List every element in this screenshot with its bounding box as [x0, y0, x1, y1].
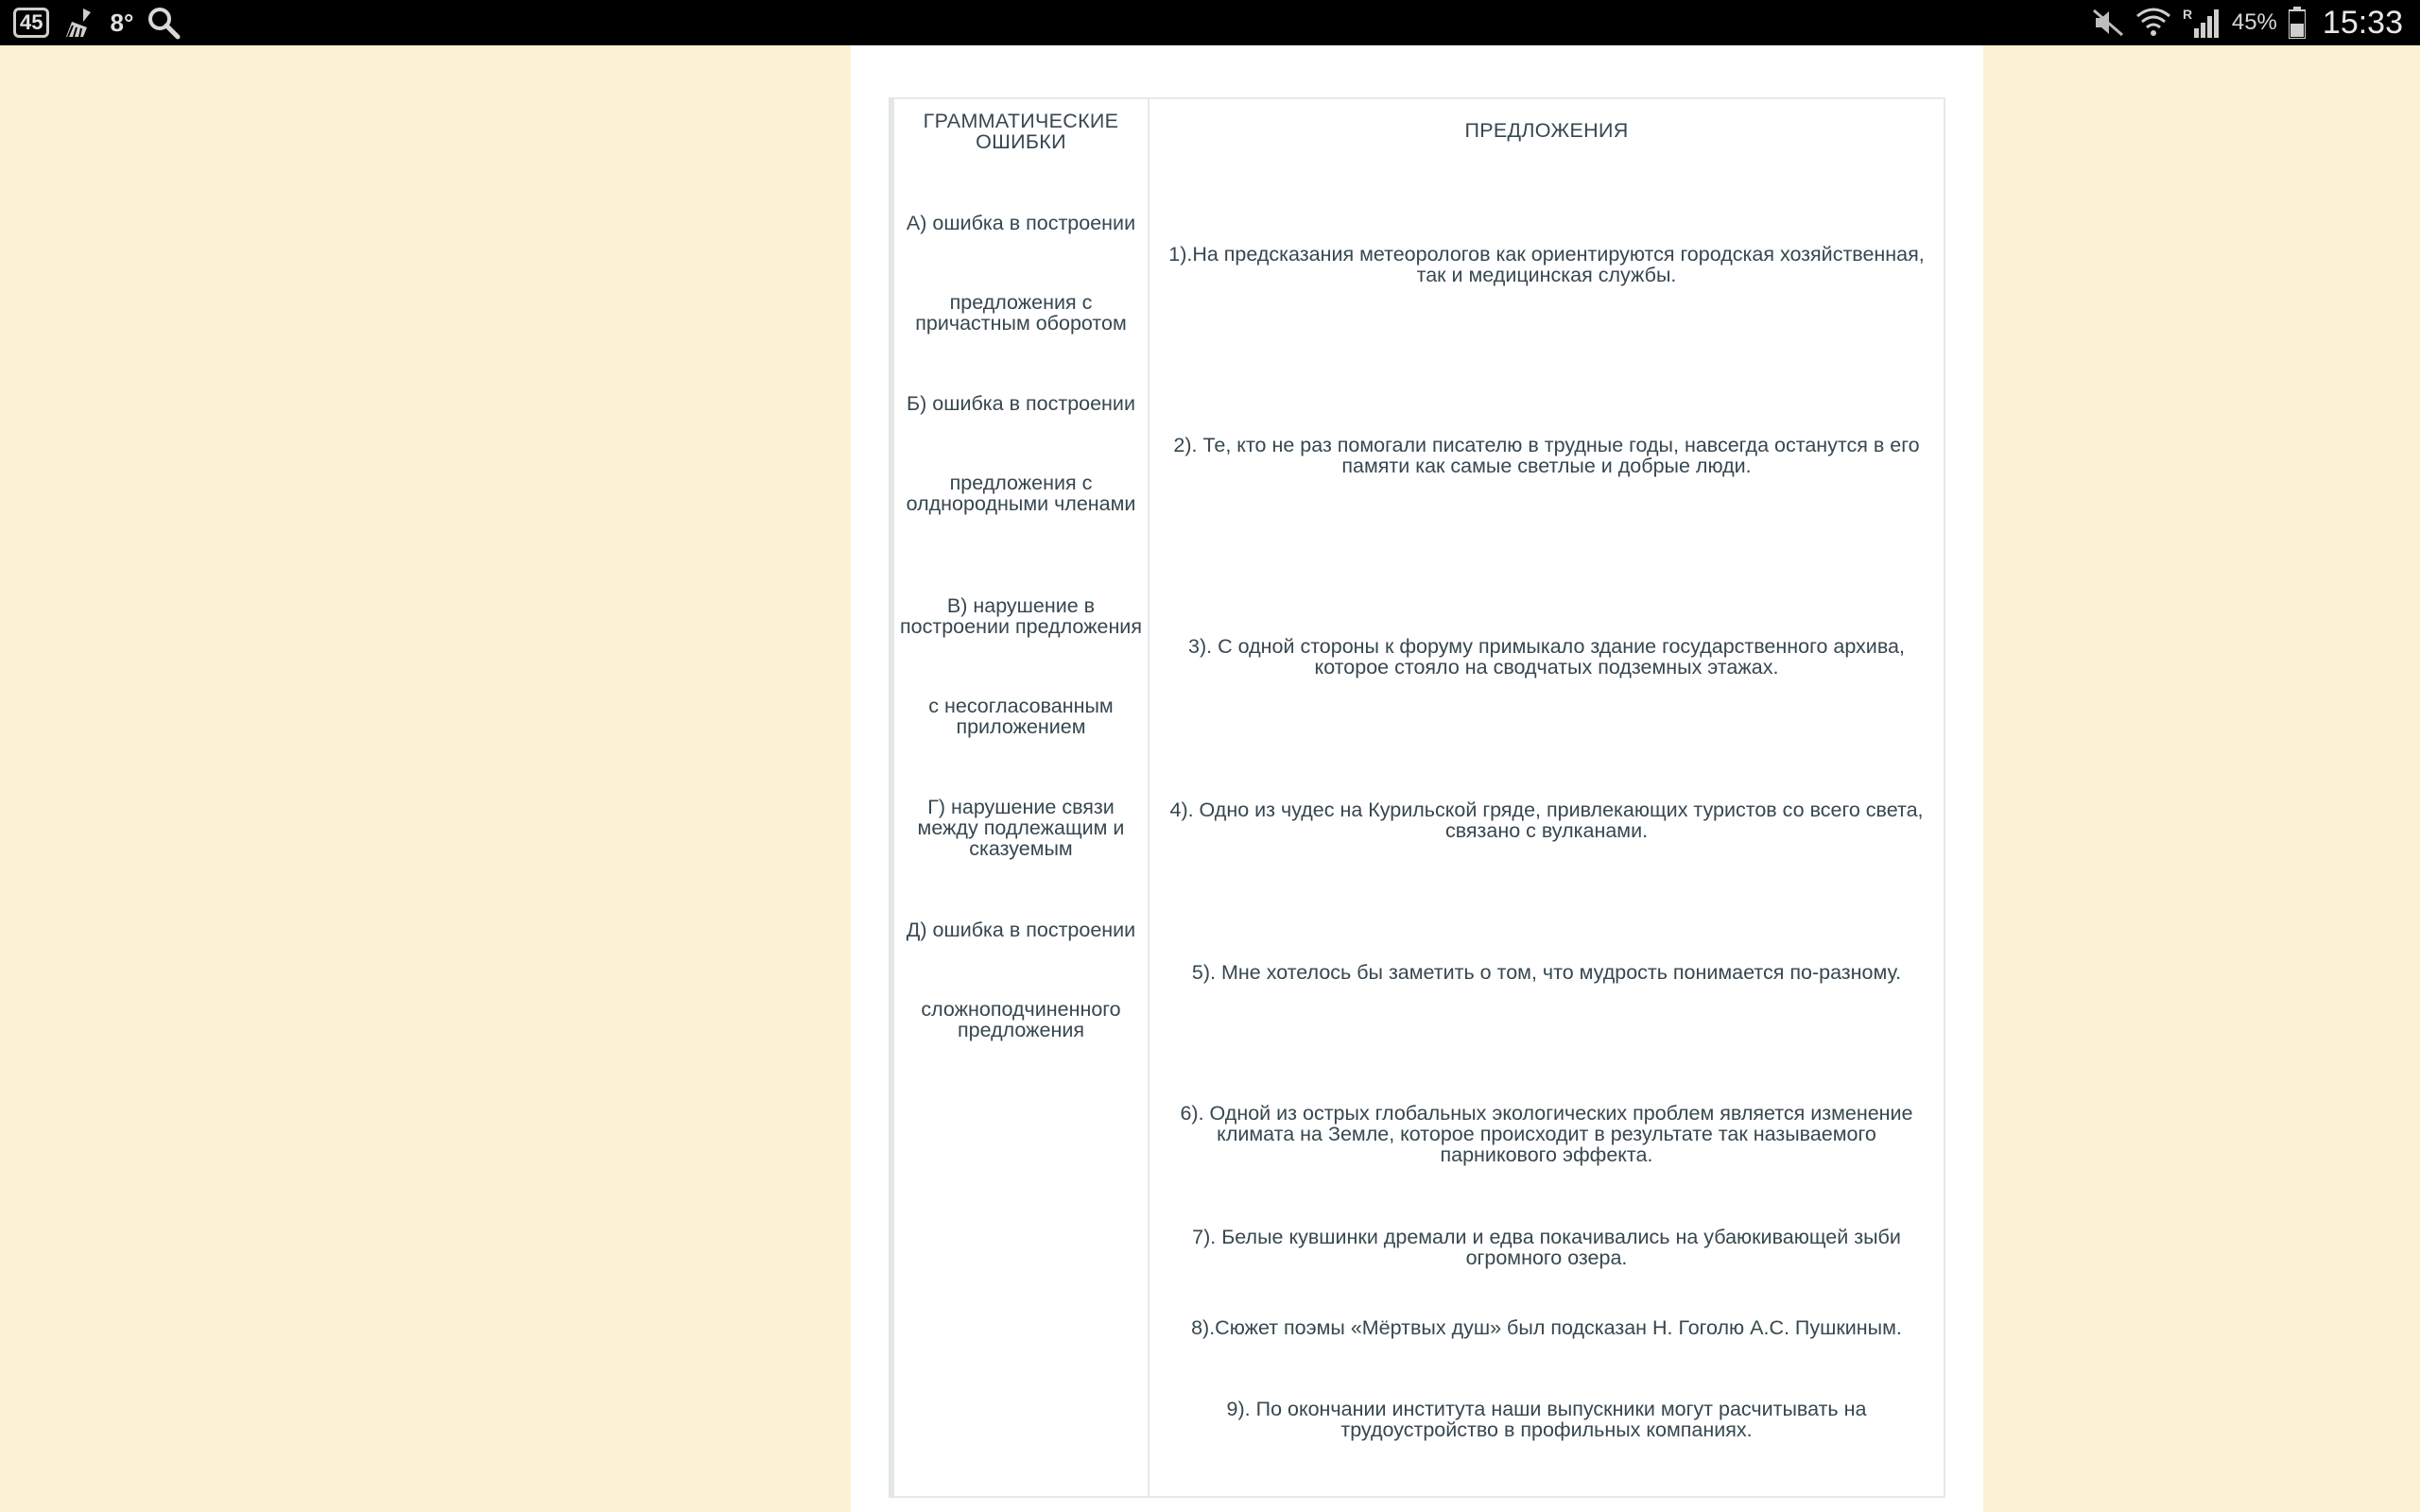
sentences-column: [1150, 99, 1944, 1496]
sentences-column-header: ПРЕДЛОЖЕНИЯ: [1464, 119, 1629, 142]
sentence-4: 4). Одно из чудес на Курильской гряде, привлекающих туристов со всего света, связано с вулканами.: [1169, 799, 1924, 842]
mute-icon: [2092, 9, 2124, 37]
errors-column: [894, 99, 1150, 1496]
notification-count-badge[interactable]: 45: [13, 8, 49, 38]
sentence-3: 3). С одной стороны к форуму примыкало здание государственного архива, которое стояло на сводчатых подземных этажах.: [1188, 635, 1905, 679]
sentence-5: 5). Мне хотелось бы заметить о том, что мудрость понимается по-разному.: [1191, 961, 1902, 984]
broom-icon[interactable]: [62, 7, 96, 39]
temperature[interactable]: 8°: [110, 8, 134, 37]
error-v-continuation: с несогласованным приложением: [928, 695, 1114, 738]
error-v-label: В) нарушение в построении предложения: [900, 594, 1142, 638]
sentence-6: 6). Одной из острых глобальных экологических проблем является изменение климата на Земле, которое происходит в результате так называемого парникового эффекта.: [1180, 1102, 1913, 1166]
error-a-continuation: предложения с причастным оборотом: [915, 291, 1127, 335]
sentence-2: 2). Те, кто не раз помогали писателю в трудные годы, навсегда останутся в его памяти как самые светлые и добрые люди.: [1173, 434, 1920, 477]
clock: 15:33: [2322, 4, 2403, 41]
errors-column-header: ГРАММАТИЧЕСКИЕ ОШИБКИ: [923, 110, 1119, 153]
search-icon[interactable]: [147, 6, 181, 40]
sentence-7: 7). Белые кувшинки дремали и едва покачивались на убаюкивающей зыби огромного озера.: [1192, 1226, 1901, 1269]
svg-text:R: R: [2182, 7, 2192, 22]
wifi-icon: [2135, 7, 2171, 39]
error-b-label: Б) ошибка в построении: [907, 392, 1135, 415]
page-content: [851, 45, 1983, 1512]
battery-percent: 45%: [2231, 9, 2277, 35]
error-a-label: А) ошибка в построении: [906, 212, 1136, 234]
error-b-continuation: предложения с олднородными членами: [906, 472, 1136, 515]
signal-roaming-icon: [2183, 6, 2221, 40]
sentence-9: 9). По окончании института наши выпускники могут расчитывать на трудоустройство в профильных компаниях.: [1226, 1398, 1867, 1441]
error-d-label: Д) ошибка в построении: [906, 919, 1136, 941]
sentence-8: 8).Сюжет поэмы «Мёртвых душ» был подсказан Н. Гоголю А.С. Пушкиным.: [1191, 1316, 1902, 1339]
error-d-continuation: сложноподчиненного предложения: [921, 998, 1121, 1041]
battery-icon: [2289, 7, 2306, 39]
sentence-1: 1).На предсказания метеорологов как ориентируются городская хозяйственная, так и медицинская службы.: [1168, 243, 1925, 286]
error-g-label: Г) нарушение связи между подлежащим и сказуемым: [917, 796, 1125, 860]
errors-table: [889, 97, 1945, 1498]
status-bar: [0, 0, 2420, 45]
